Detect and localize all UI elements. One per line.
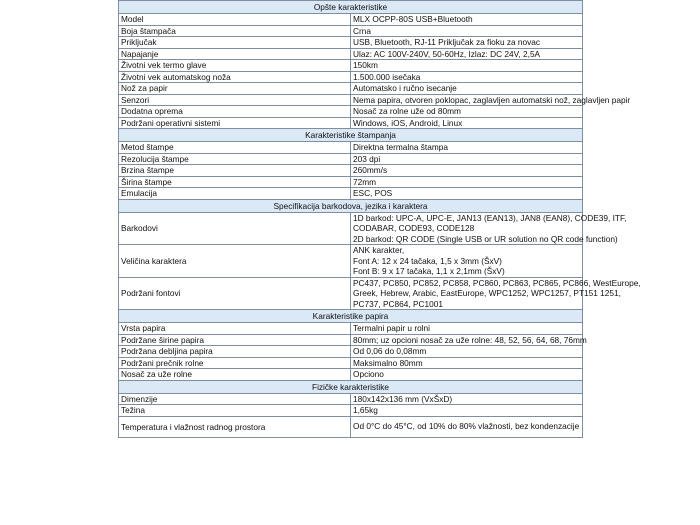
spec-label: Životni vek automatskog noža: [119, 71, 351, 83]
spec-label: Težina: [119, 405, 351, 417]
spec-value-line: 80mm; uz opcioni nosač za uže rolne: 48, 52, 56, 64, 68, 76mm: [353, 334, 587, 345]
spec-label: Širina štampe: [119, 176, 351, 188]
spec-value: [351, 25, 583, 37]
spec-value-line: PC737, PC864, PC1001: [353, 298, 443, 309]
spec-value-line: 180x142x136 mm (VxŠxD): [353, 393, 453, 404]
spec-value-line: 72mm: [353, 176, 377, 187]
spec-value: [351, 83, 583, 95]
section-title: Fizičke karakteristike: [119, 380, 583, 393]
spec-label: Životni vek termo glave: [119, 60, 351, 72]
spec-row: [119, 14, 583, 26]
spec-value-line: 1,65kg: [353, 405, 378, 415]
spec-value: [351, 37, 583, 49]
section-title: Opšte karakteristike: [119, 1, 583, 14]
spec-value-line: CODABAR, CODE93, CODE128: [353, 223, 475, 233]
spec-row: [119, 83, 583, 95]
spec-value: [351, 346, 583, 358]
spec-label: Metod štampe: [119, 142, 351, 154]
spec-row: [119, 153, 583, 165]
spec-label: Vrsta papira: [119, 323, 351, 335]
spec-value-line: Nema papira, otvoren poklopac, zaglavljen automatski nož, zaglavljen papir: [353, 94, 631, 105]
spec-value: [351, 60, 583, 72]
spec-value-line: Termalni papir u rolni: [353, 323, 431, 333]
spec-value-line: ANK karakter,: [353, 245, 405, 255]
spec-row: [119, 393, 583, 405]
spec-value: [351, 48, 583, 60]
spec-row: [119, 176, 583, 188]
spec-label: Rezolucija štampe: [119, 153, 351, 165]
spec-value: [351, 416, 583, 437]
spec-value: [351, 14, 583, 26]
spec-value-line: Crna: [353, 25, 371, 36]
spec-value-line: 1.500.000 isečaka: [353, 71, 421, 82]
spec-value-line: USB, Bluetooth, RJ-11 Priključak za fioku za novac: [353, 37, 541, 47]
spec-value: [351, 277, 641, 310]
spec-value: [351, 165, 583, 177]
spec-row: [119, 405, 583, 417]
spec-value: [351, 323, 583, 335]
section-title: Karakteristike štampanja: [119, 129, 583, 142]
spec-label: Podržani operativni sistemi: [119, 117, 351, 129]
spec-value-line: 2D barkod: QR CODE (Single USB or UR solution no QR code function): [353, 233, 618, 244]
spec-label: Temperatura i vlažnost radnog prostora: [119, 416, 351, 437]
spec-value-line: Ulaz: AC 100V-240V, 50-60Hz, Izlaz: DC 24V, 2,5A: [353, 48, 541, 59]
spec-label: Priključak: [119, 37, 351, 49]
section-header-row: [119, 199, 583, 212]
spec-label: Boja štampača: [119, 25, 351, 37]
spec-value: [351, 369, 583, 381]
spec-row: [119, 323, 583, 335]
spec-row: [119, 25, 583, 37]
spec-value-line: MLX OCPP-80S USB+Bluetooth: [353, 14, 473, 24]
spec-value: [351, 106, 583, 118]
section-header-row: [119, 380, 583, 393]
spec-row: [119, 334, 583, 346]
spec-label: Nosač za uže rolne: [119, 369, 351, 381]
spec-row: [119, 71, 583, 83]
spec-value-line: Maksimalno 80mm: [353, 357, 423, 368]
spec-row: [119, 357, 583, 369]
spec-value-line: Direktna termalna štampa: [353, 142, 448, 152]
section-title: Karakteristike papira: [119, 310, 583, 323]
spec-label: Podržana debljina papira: [119, 346, 351, 358]
spec-value: [351, 71, 583, 83]
spec-value-line: Od 0°C do 45°C, od 10% do 80% vlažnosti, bez kondenzacije: [353, 421, 580, 432]
spec-value-line: Automatsko i ručno isecanje: [353, 83, 457, 93]
spec-value-line: PC437, PC850, PC852, PC858, PC860, PC863, PC865, PC866, WestEurope,: [353, 277, 641, 288]
spec-row: [119, 48, 583, 60]
spec-value-line: Font B: 9 x 17 tačaka, 1,1 x 2,1mm (ŠxV): [353, 266, 505, 276]
spec-value: [351, 153, 583, 165]
spec-value-line: Opciono: [353, 369, 384, 379]
section-header-row: [119, 129, 583, 142]
spec-table: [118, 0, 641, 438]
spec-value-line: ESC, POS: [353, 188, 393, 198]
spec-value: [351, 405, 583, 417]
spec-label: Podržani fontovi: [119, 277, 351, 310]
spec-row: [119, 245, 583, 278]
section-header-row: [119, 310, 583, 323]
spec-value-line: 150km: [353, 60, 378, 70]
spec-label: Dimenzije: [119, 393, 351, 405]
spec-row: [119, 106, 583, 118]
spec-sheet: [118, 0, 641, 438]
spec-row: [119, 212, 583, 245]
spec-value-line: Font A: 12 x 24 tačaka, 1,5 x 3mm (ŠxV): [353, 255, 502, 266]
spec-value-line: 203 dpi: [353, 153, 381, 164]
spec-label: Veličina karaktera: [119, 245, 351, 278]
spec-label: Emulacija: [119, 188, 351, 200]
spec-value: [351, 245, 583, 278]
spec-table-body: [119, 1, 641, 438]
spec-label: Brzina štampe: [119, 165, 351, 177]
spec-row: [119, 188, 583, 200]
spec-value: [351, 142, 583, 154]
spec-label: Model: [119, 14, 351, 26]
spec-row: [119, 416, 583, 437]
spec-value-line: Windows, iOS, Android, Linux: [353, 117, 463, 128]
spec-value-line: Od 0,06 do 0,08mm: [353, 346, 427, 356]
spec-value-line: 260mm/s: [353, 165, 388, 175]
spec-row: [119, 142, 583, 154]
spec-row: [119, 165, 583, 177]
section-title: Specifikacija barkodova, jezika i karaktera: [119, 199, 583, 212]
spec-row: [119, 346, 583, 358]
spec-row: [119, 277, 583, 310]
spec-value-line: Nosač za rolne uže od 80mm: [353, 106, 461, 116]
spec-row: [119, 369, 583, 381]
spec-row: [119, 94, 583, 106]
spec-value: [351, 334, 587, 346]
spec-value: [351, 357, 583, 369]
spec-label: Dodatna oprema: [119, 106, 351, 118]
spec-label: Podržane širine papira: [119, 334, 351, 346]
spec-label: Barkodovi: [119, 212, 351, 245]
spec-label: Podržani prečnik rolne: [119, 357, 351, 369]
spec-value: [351, 188, 583, 200]
spec-label: Napajanje: [119, 48, 351, 60]
spec-value: [351, 117, 583, 129]
spec-row: [119, 37, 583, 49]
spec-label: Senzori: [119, 94, 351, 106]
spec-value-line: 1D barkod: UPC-A, UPC-E, JAN13 (EAN13), JAN8 (EAN8), CODE39, ITF,: [353, 212, 627, 223]
spec-value: [351, 176, 583, 188]
spec-row: [119, 117, 583, 129]
spec-row: [119, 60, 583, 72]
spec-value: [351, 212, 627, 245]
spec-value-line: Greek, Hebrew, Arabic, EastEurope, WPC1252, WPC1257, PT151 1251,: [353, 288, 621, 298]
spec-label: Nož za papir: [119, 83, 351, 95]
spec-value: [351, 94, 631, 106]
section-header-row: [119, 1, 583, 14]
spec-value: [351, 393, 583, 405]
